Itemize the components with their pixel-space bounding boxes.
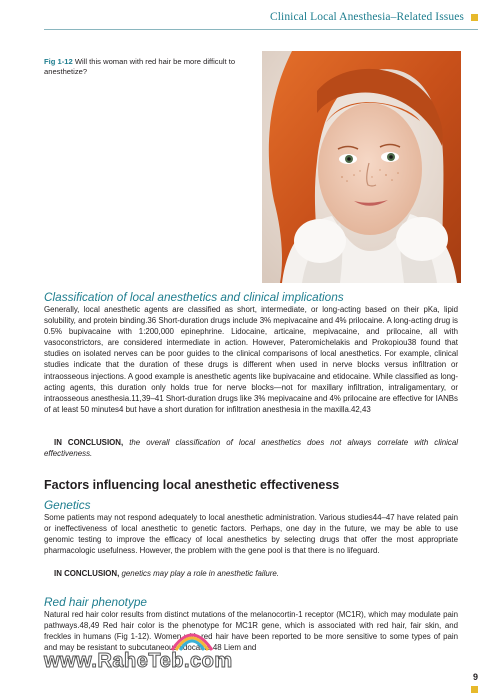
watermark-url: www.RaheTeb.com: [44, 650, 233, 672]
section-heading-classification: Classification of local anesthetics and clinical implications: [44, 290, 344, 304]
classification-text: Generally, local anesthetic agents are classified as short, intermediate, or long-acting based on their pKa, lipid solubility, and protein binding.36 Short-duration drugs include 3% mepivacaine and 4% prilocaine. A long-acting drug is 0.5% bupivacaine with 1:200,000 epinephrine. Lidocaine, articaine, mepivacaine, and prilocaine, all with vasoconstrictors, are considered intermediate in action. However, Pateromichelakis and Prokopiou38 found that studies on isolated nerves can be poor guides to the clinical comparisons of local anesthetics. For example, clinical studies indicate that the duration of these drugs is different when used in nerve blocks versus infiltration or intraosseous injections. A good example is anesthetic agents like bupivacaine and etidocaine. While classified as long-acting agents, this duration only holds true for nerve blocks—not for maxillary infiltration, intraligamentary, or intraosseous anesthesia.11,39–41 Short-duration drugs like 3% mepivacaine and 4% prilocaine are effective for IANBs of at least 50 minutes4 but have a short duration for infiltration anesthesia in the maxilla.42,43: [44, 305, 458, 414]
conclusion-label: IN CONCLUSION,: [54, 438, 124, 447]
watermark-logo-icon: [162, 624, 222, 652]
figure-caption-text: Will this woman with red hair be more difficult to anesthetize?: [44, 57, 236, 76]
running-header-title: Clinical Local Anesthesia–Related Issues: [269, 11, 464, 23]
classification-conclusion: [44, 437, 458, 459]
classification-body: [44, 304, 458, 415]
figure-photo-woman-red-hair: [262, 51, 461, 283]
page-number: 9: [472, 672, 478, 682]
header-divider: [44, 29, 478, 30]
subheading-genetics: Genetics: [44, 498, 91, 512]
conclusion-label: IN CONCLUSION,: [54, 569, 120, 578]
genetics-conclusion: [44, 568, 458, 579]
subheading-red-hair: Red hair phenotype: [44, 595, 147, 609]
figure-caption: [44, 57, 249, 77]
watermark: [44, 624, 244, 680]
header-square-icon: [471, 14, 478, 21]
running-header: [0, 0, 500, 28]
genetics-body: [44, 512, 458, 556]
conclusion-text: the overall classification of local anesthetics does not always correlate with clinical effectiveness.: [44, 438, 458, 459]
conclusion-text: genetics may play a role in anesthetic failure.: [121, 569, 279, 578]
footer-square-icon: [471, 686, 478, 693]
section-heading-factors: Factors influencing local anesthetic effectiveness: [44, 478, 340, 492]
red-hair-text: Natural red hair color results from distinct mutations of the melanocortin-1 receptor (MC1R), which may modulate pain pathways.48,49 Red hair color is the phenotype for MC1R gene, which is associated with red hair, fair skin, and freckles in humans (Fig 1-12). Women with red hair have been reported to be more sensitive to some types of pain and may be resistant to subcutaneous lidocaine.48 Liem and: [44, 610, 458, 653]
figure-label: Fig 1-12: [44, 57, 73, 66]
genetics-text: Some patients may not respond adequately to local anesthetic administration. Various studies44–47 have related pain or ineffectiveness of local anesthetic to genetic factors. Perhaps, one day in the future, we may be able to use genomic testing to improve the efficacy of local anesthetics by selecting drugs that offer the most appropriate pharmacologic usefulness. However, the problem with the gene pool is that there is no lifeguard.: [44, 513, 458, 556]
